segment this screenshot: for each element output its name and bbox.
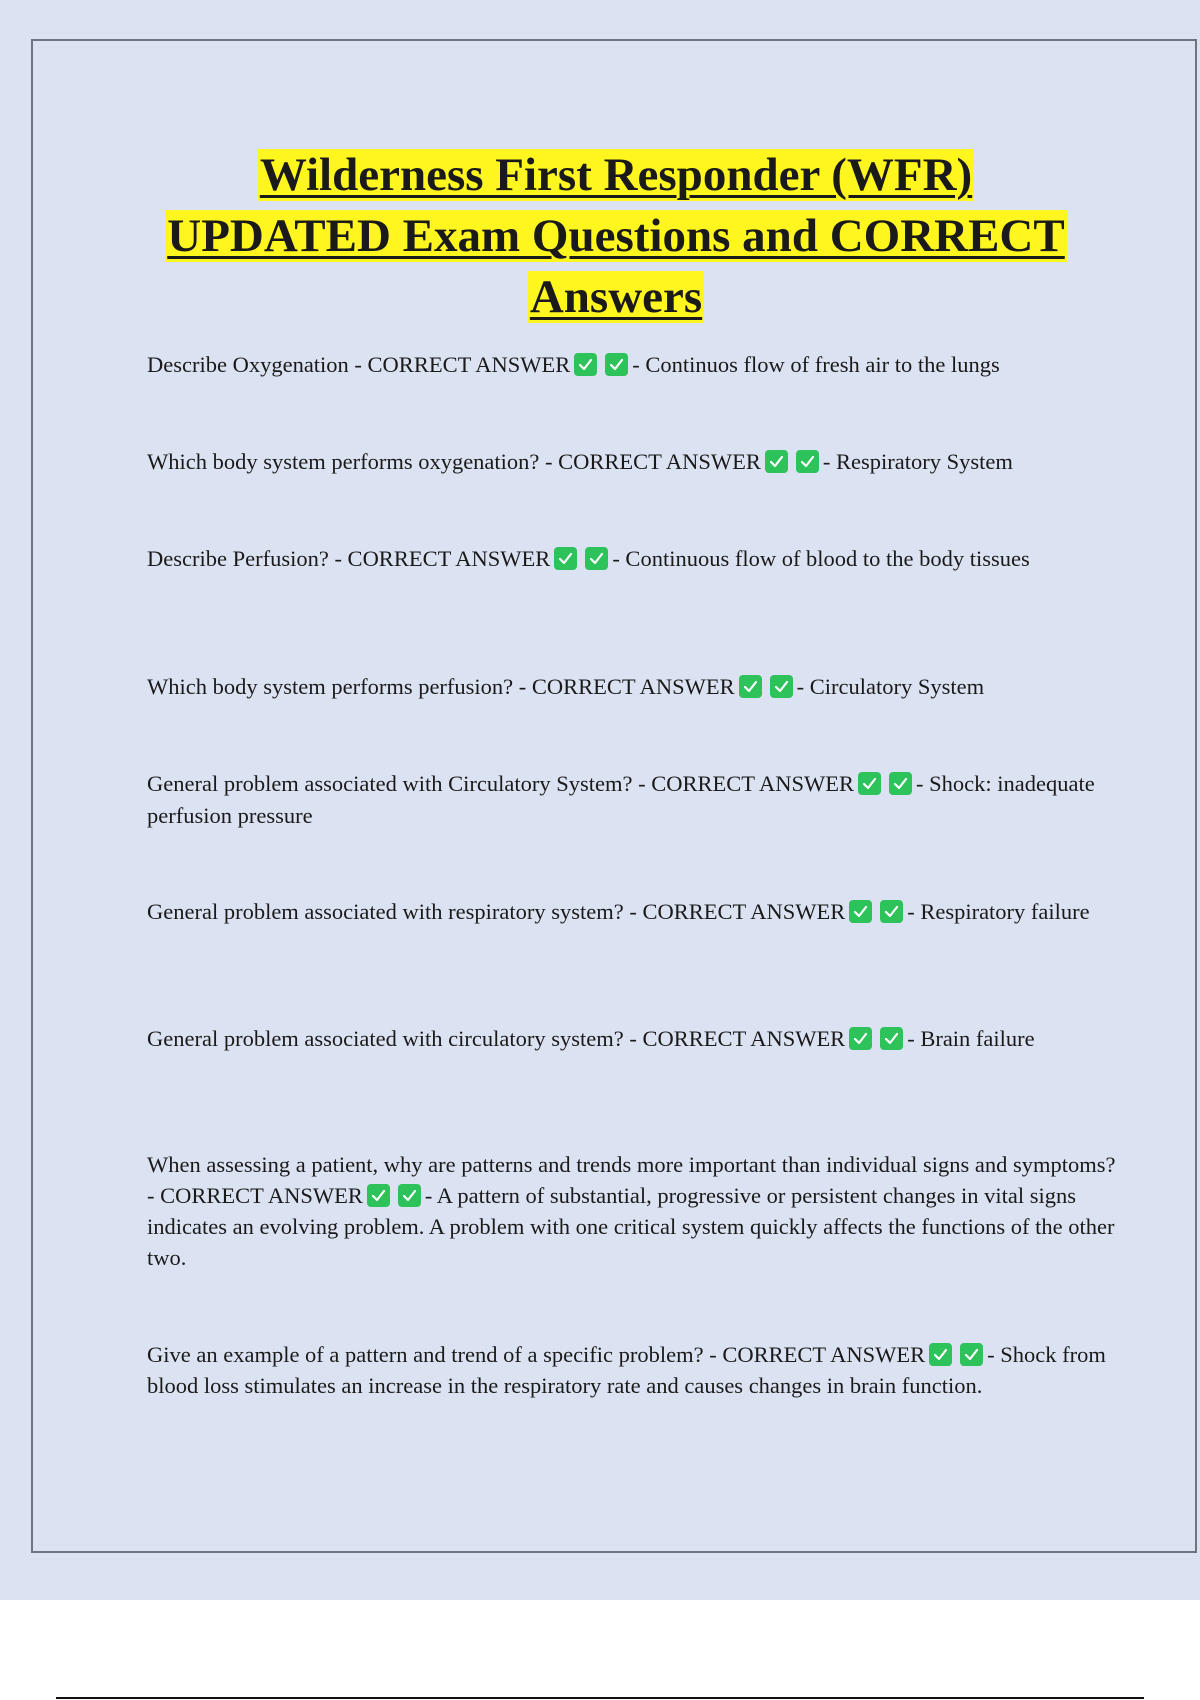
- answer-text: - Shock: inadequate perfusion pressure: [147, 771, 1095, 828]
- check-box-icon: [605, 353, 628, 376]
- answer-text: - Circulatory System: [796, 674, 985, 699]
- qa-item: [147, 671, 1117, 703]
- check-box-icon: [880, 1027, 903, 1050]
- check-box-icon: [554, 547, 577, 570]
- check-box-icon: [889, 772, 912, 795]
- question-text: Describe Oxygenation - CORRECT ANSWER: [147, 352, 571, 377]
- answer-text: - Continuos flow of fresh air to the lungs: [632, 352, 1000, 377]
- question-text: General problem associated with Circulatory System? - CORRECT ANSWER: [147, 771, 854, 796]
- qa-item: [147, 349, 1117, 381]
- answer-text: - Respiratory System: [822, 449, 1013, 474]
- document-title: [33, 145, 1199, 328]
- qa-item: [147, 1023, 1117, 1055]
- title-line-1: Wilderness First Responder (WFR): [259, 149, 973, 201]
- check-box-icon: [770, 675, 793, 698]
- answer-text: - Shock from blood loss stimulates an increase in the respiratory rate and causes changes in brain function.: [147, 1342, 1106, 1398]
- question-text: Which body system performs oxygenation? - CORRECT ANSWER: [147, 449, 761, 474]
- check-box-icon: [849, 900, 872, 923]
- question-text: Give an example of a pattern and trend of a specific problem? - CORRECT ANSWER: [147, 1342, 926, 1367]
- question-text: When assessing a patient, why are patterns and trends more important than individual signs and symptoms? - CORRECT ANSWER: [147, 1152, 1116, 1208]
- qa-item: [147, 446, 1117, 478]
- qa-item: [147, 1339, 1117, 1401]
- answer-text: - Continuous flow of blood to the body tissues: [612, 546, 1030, 571]
- qa-item: [147, 768, 1117, 832]
- question-text: General problem associated with circulatory system? - CORRECT ANSWER: [147, 1026, 846, 1051]
- qa-item: [147, 1149, 1117, 1273]
- question-text: Which body system performs perfusion? - CORRECT ANSWER: [147, 674, 735, 699]
- check-box-icon: [739, 675, 762, 698]
- check-box-icon: [929, 1343, 952, 1366]
- check-box-icon: [960, 1343, 983, 1366]
- title-line-2: UPDATED Exam Questions and CORRECT: [167, 210, 1065, 262]
- check-box-icon: [796, 450, 819, 473]
- title-line-3: Answers: [529, 271, 703, 323]
- check-box-icon: [585, 547, 608, 570]
- document-page: [31, 39, 1197, 1553]
- check-box-icon: [880, 900, 903, 923]
- answer-text: - Brain failure: [907, 1026, 1035, 1051]
- question-text: Describe Perfusion? - CORRECT ANSWER: [147, 546, 551, 571]
- check-box-icon: [849, 1027, 872, 1050]
- check-box-icon: [367, 1184, 390, 1207]
- qa-item: [147, 543, 1117, 575]
- qa-item: [147, 896, 1117, 928]
- check-box-icon: [858, 772, 881, 795]
- answer-text: - Respiratory failure: [907, 899, 1090, 924]
- question-text: General problem associated with respiratory system? - CORRECT ANSWER: [147, 899, 846, 924]
- check-box-icon: [398, 1184, 421, 1207]
- answer-text: - A pattern of substantial, progressive or persistent changes in vital signs indicates an evolving problem. A problem with one critical system quickly affects the functions of the other two.: [147, 1183, 1115, 1270]
- check-box-icon: [574, 353, 597, 376]
- check-box-icon: [765, 450, 788, 473]
- bottom-divider: [56, 1697, 1144, 1699]
